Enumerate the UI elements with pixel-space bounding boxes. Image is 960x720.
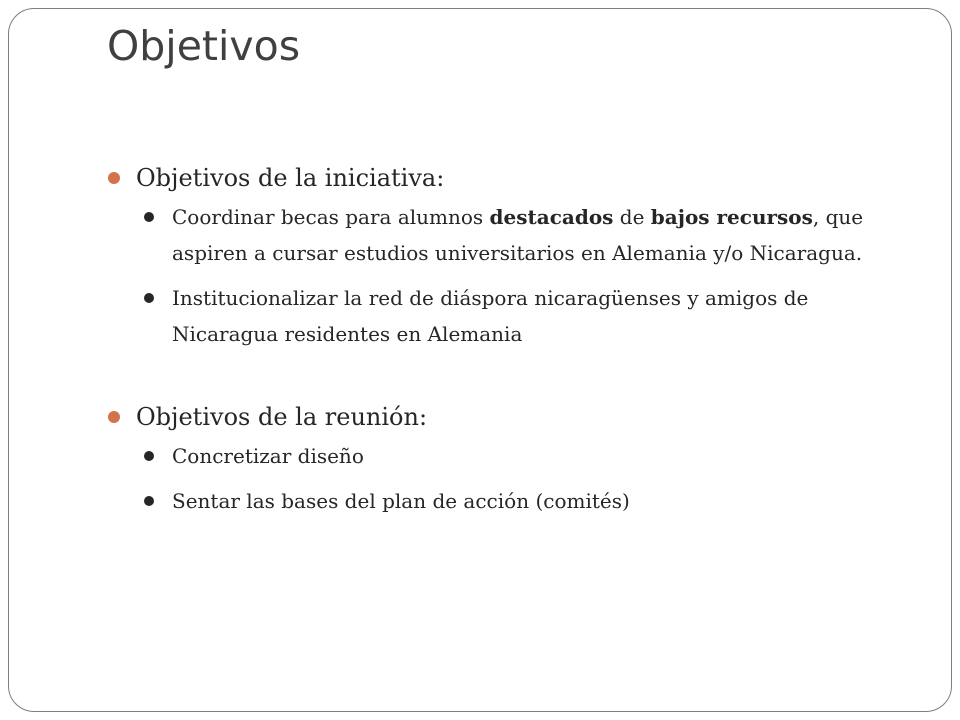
list-item-becas — [108, 199, 878, 271]
bullet-icon — [144, 212, 154, 222]
list-item-plan-accion — [108, 483, 878, 519]
emphasis-destacados: destacados — [489, 205, 614, 229]
bullet-icon — [144, 293, 154, 303]
list-item-red-diaspora — [108, 280, 878, 352]
emphasis-bajos-recursos: bajos recursos — [650, 205, 813, 229]
list-item-diseno — [108, 438, 878, 474]
bullet-icon — [144, 496, 154, 506]
slide-content — [108, 160, 878, 519]
bullet-icon — [108, 411, 120, 423]
list-item-text: Concretizar diseño — [172, 444, 364, 468]
list-item-text: Sentar las bases del plan de acción (comités) — [172, 489, 630, 513]
section-heading-reunion — [108, 399, 878, 435]
section-heading-label: Objetivos de la reunión: — [136, 403, 428, 431]
list-item-text: Coordinar becas para alumnos destacados de bajos recursos, que aspiren a cursar estudios universitarios en Alemania y/o Nicaragua. — [172, 205, 864, 265]
section-heading-iniciativa — [108, 160, 878, 196]
bullet-icon — [144, 451, 154, 461]
slide-title: Objetivos — [107, 22, 301, 70]
section-heading-label: Objetivos de la iniciativa: — [136, 164, 445, 192]
list-item-text: Institucionalizar la red de diáspora nicaragüenses y amigos de Nicaragua residentes en Alemania — [172, 286, 809, 346]
bullet-icon — [108, 172, 120, 184]
